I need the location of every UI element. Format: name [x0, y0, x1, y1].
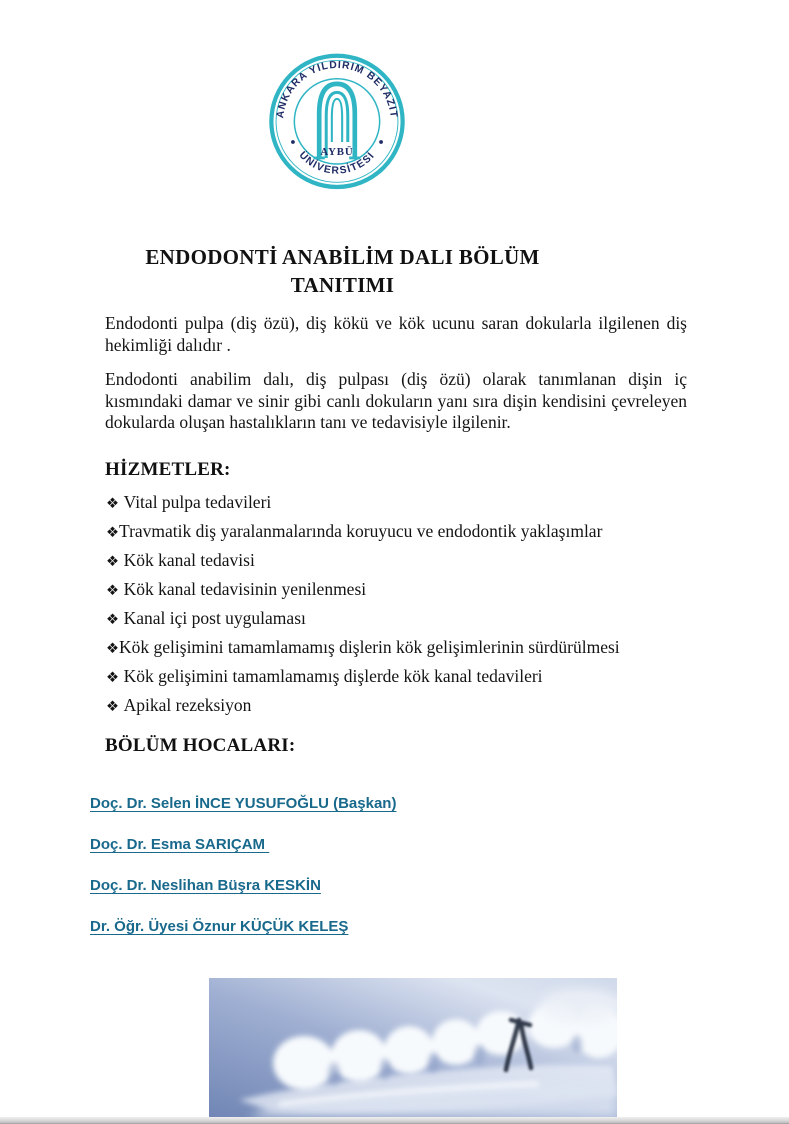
page-title-line1: ENDODONTİ ANABİLİM DALI BÖLÜM	[145, 245, 540, 269]
logo-ring-text-top: ANKARA YILDIRIM BEYAZIT	[275, 59, 399, 119]
staff-link-selen-ince-yusufoglu[interactable]: Doç. Dr. Selen İNCE YUSUFOĞLU (Başkan)	[90, 795, 397, 812]
logo-separator-dot-right	[379, 140, 383, 144]
dental-model-photo	[209, 978, 617, 1117]
service-item	[106, 492, 706, 521]
service-item	[106, 521, 706, 550]
diamond-bullet-icon: ❖	[106, 525, 119, 541]
services-heading: HİZMETLER:	[105, 459, 231, 480]
logo-ring-text-bottom: ÜNİVERSİTESİ	[296, 149, 378, 177]
diamond-bullet-icon: ❖	[106, 496, 124, 512]
diamond-bullet-icon: ❖	[106, 554, 124, 570]
staff-link-oznur-kucuk-keles[interactable]: Dr. Öğr. Üyesi Öznur KÜÇÜK KELEŞ	[90, 918, 349, 935]
page-title-line2: TANITIMI	[290, 273, 395, 297]
staff-heading: BÖLÜM HOCALARI:	[105, 735, 296, 756]
intro-paragraph-2: Endodonti anabilim dalı, diş pulpası (diş özü) olarak tanımlanan dişin iç kısmındaki damar ve sinir gibi canlı dokuların yanı sıra dişin kendisini çevreleyen dokularda oluşan hastalıkların tanı ve tedavisiyle ilgilenir.	[105, 369, 687, 432]
university-logo	[262, 52, 412, 204]
service-item-label: Travmatik diş yaralanmalarında koruyucu ve endodontik yaklaşımlar	[119, 521, 603, 541]
staff-link-neslihan-busra-keskin[interactable]: Doç. Dr. Neslihan Büşra KESKİN	[90, 877, 321, 894]
logo-acronym: AYBÜ	[320, 146, 354, 159]
service-item	[106, 666, 706, 695]
diamond-bullet-icon: ❖	[106, 583, 124, 599]
staff-links-list	[90, 795, 590, 959]
service-item-label: Kök kanal tedavisinin yenilenmesi	[123, 579, 367, 599]
page-title	[105, 243, 580, 299]
service-item	[106, 637, 706, 666]
diamond-bullet-icon: ❖	[106, 612, 124, 628]
service-item-label: Kök kanal tedavisi	[123, 550, 255, 570]
service-item-label: Apikal rezeksiyon	[123, 695, 252, 715]
intro-paragraph-1: Endodonti pulpa (diş özü), diş kökü ve kök ucunu saran dokularla ilgilenen diş hekimliği dalıdır .	[105, 313, 687, 355]
service-item-label: Vital pulpa tedavileri	[123, 492, 272, 512]
page-edge-bar	[0, 1117, 789, 1124]
service-item	[106, 695, 706, 724]
services-list	[106, 492, 706, 724]
service-item-label: Kök gelişimini tamamlamamış dişlerde kök kanal tedavileri	[123, 666, 543, 686]
diamond-bullet-icon: ❖	[106, 641, 119, 657]
service-item	[106, 608, 706, 637]
service-item-label: Kanal içi post uygulaması	[123, 608, 306, 628]
service-item	[106, 550, 706, 579]
diamond-bullet-icon: ❖	[106, 670, 124, 686]
university-logo-emblem	[262, 52, 412, 195]
staff-link-esma-saricam[interactable]: Doç. Dr. Esma SARIÇAM	[90, 836, 270, 853]
service-item	[106, 579, 706, 608]
service-item-label: Kök gelişimini tamamlamamış dişlerin kök gelişimlerinin sürdürülmesi	[119, 637, 620, 657]
diamond-bullet-icon: ❖	[106, 699, 124, 715]
logo-separator-dot-left	[291, 140, 295, 144]
